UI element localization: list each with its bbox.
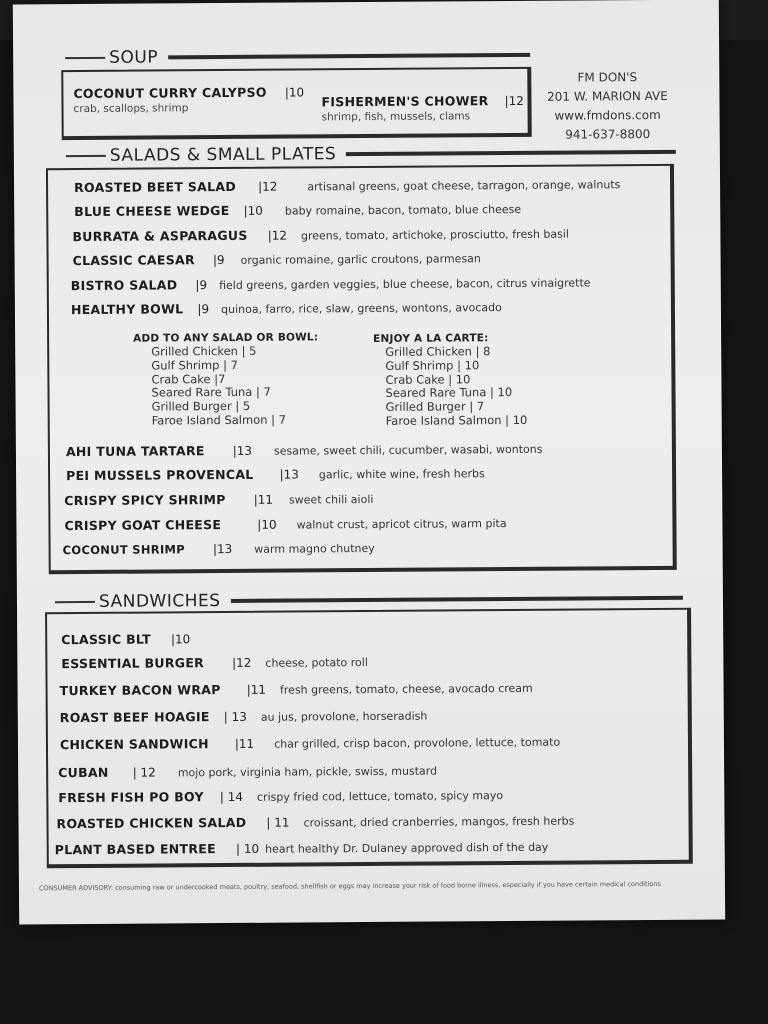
- item-price: |10: [257, 517, 277, 532]
- menu-item: [321, 93, 523, 109]
- heading-dash: [65, 57, 105, 59]
- menu-page: [13, 0, 725, 924]
- menu-item: [60, 708, 428, 726]
- menu-item: [61, 654, 368, 671]
- item-name: TURKEY BACON WRAP: [59, 682, 221, 699]
- a-la-carte-title: ENJOY A LA CARTE:: [373, 332, 489, 345]
- item-price: | 11: [266, 815, 290, 830]
- item-price: |9: [212, 253, 225, 268]
- list-item: Gulf Shrimp | 7: [151, 357, 238, 373]
- menu-item: [61, 631, 190, 647]
- item-desc: greens, tomato, artichoke, prosciutto, fresh basil: [300, 227, 570, 243]
- item-desc: quinoa, farro, rice, slaw, greens, wontons, avocado: [221, 301, 502, 317]
- item-desc: baby romaine, bacon, tomato, blue cheese: [284, 202, 522, 218]
- item-name: COCONUT SHRIMP: [62, 542, 186, 558]
- item-price: |12: [232, 655, 252, 670]
- heading-dash: [66, 155, 106, 157]
- item-name: PEI MUSSELS PROVENCAL: [66, 466, 254, 484]
- item-desc: fresh greens, tomato, cheese, avocado cream: [279, 681, 533, 697]
- item-price: |12: [257, 179, 278, 194]
- menu-item: [73, 250, 481, 268]
- menu-item: [58, 763, 437, 781]
- item-price: |13: [212, 541, 233, 557]
- item-desc: field greens, garden veggies, blue cheese, bacon, citrus vinaigrette: [219, 276, 591, 293]
- restaurant-phone: 941-637-8800: [565, 127, 651, 142]
- menu-item: [64, 515, 506, 533]
- salads-heading: [66, 142, 677, 166]
- a-la-carte-list: [385, 345, 527, 429]
- item-name: CRISPY SPICY SHRIMP: [64, 492, 226, 509]
- item-name: PLANT BASED ENTREE: [54, 841, 216, 858]
- list-item: Crab Cake |7: [151, 371, 226, 387]
- item-desc: crab, scallops, shrimp: [73, 102, 189, 116]
- item-name: FRESH FISH PO BOY: [58, 789, 204, 806]
- soup-heading: [65, 45, 530, 68]
- item-desc: char grilled, crisp bacon, provolone, lettuce, tomato: [274, 735, 561, 751]
- item-name: FISHERMEN'S CHOWER: [321, 93, 489, 110]
- item-name: BISTRO SALAD: [70, 277, 178, 294]
- list-item: Grilled Chicken | 5: [151, 343, 257, 359]
- item-desc: heart healthy Dr. Dulaney approved dish of the day: [265, 840, 549, 856]
- item-price: |11: [253, 492, 274, 507]
- restaurant-website: www.fmdons.com: [554, 107, 661, 123]
- item-desc: sesame, sweet chili, cucumber, wasabi, wontons: [273, 442, 543, 458]
- item-name: CHICKEN SANDWICH: [59, 736, 209, 753]
- item-name: AHI TUNA TARTARE: [65, 443, 205, 460]
- item-desc: artisanal greens, goat cheese, tarragon, orange, walnuts: [307, 178, 621, 194]
- item-price: |9: [197, 302, 210, 317]
- item-desc: garlic, white wine, fresh herbs: [318, 467, 485, 482]
- item-price: |13: [232, 443, 253, 458]
- menu-item: [58, 787, 503, 805]
- item-price: |12: [267, 228, 288, 243]
- menu-item: [74, 201, 521, 219]
- item-price: |9: [195, 278, 208, 293]
- list-item: Grilled Chicken | 8: [385, 344, 491, 359]
- item-name: CUBAN: [58, 764, 109, 781]
- restaurant-address: 201 W. MARION AVE: [547, 88, 668, 104]
- item-desc: shrimp, fish, mussels, clams: [321, 110, 471, 124]
- consumer-advisory: CONSUMER ADVISORY: consuming raw or undercooked meats, poultry, seafood, shellfish or eggs may increase your risk of food borne illness, especially if you have certain medical conditions: [38, 879, 661, 893]
- item-name: CLASSIC BLT: [61, 631, 151, 648]
- item-price: |12: [504, 93, 524, 109]
- item-price: |13: [279, 467, 299, 482]
- menu-item: [64, 491, 373, 508]
- item-desc: cheese, potato roll: [265, 656, 368, 670]
- list-item: Grilled Burger | 5: [151, 399, 251, 414]
- soup-heading-text: SOUP: [109, 47, 159, 68]
- menu-item: [71, 299, 502, 317]
- item-desc: organic romaine, garlic croutons, parmesan: [240, 252, 481, 267]
- menu-item: [73, 84, 304, 101]
- restaurant-contact: [537, 68, 678, 145]
- item-desc: sweet chili aioli: [288, 492, 374, 507]
- item-price: |10: [170, 632, 191, 647]
- menu-item: [63, 541, 375, 557]
- heading-rule: [346, 150, 676, 156]
- item-name: ROAST BEEF HOAGIE: [59, 709, 210, 726]
- item-desc: warm magno chutney: [254, 541, 375, 556]
- add-on-title: ADD TO ANY SALAD OR BOWL:: [133, 331, 319, 345]
- list-item: Crab Cake | 10: [385, 371, 471, 387]
- item-desc: mojo pork, virginia ham, pickle, swiss, mustard: [177, 764, 438, 780]
- item-price: | 14: [219, 789, 244, 805]
- sandwiches-heading-text: SANDWICHES: [98, 591, 221, 612]
- item-desc: au jus, provolone, horseradish: [260, 709, 428, 724]
- item-price: | 13: [223, 709, 247, 725]
- item-name: BLUE CHEESE WEDGE: [74, 202, 230, 220]
- item-price: | 10: [235, 841, 260, 856]
- item-name: CLASSIC CAESAR: [72, 252, 195, 269]
- heading-rule: [231, 596, 683, 603]
- item-price: |10: [243, 203, 263, 218]
- item-name: ESSENTIAL BURGER: [61, 655, 205, 672]
- item-name: ROASTED BEET SALAD: [74, 178, 237, 196]
- salads-heading-text: SALADS & SMALL PLATES: [109, 144, 337, 166]
- menu-item: [66, 465, 485, 483]
- heading-rule: [168, 53, 530, 60]
- item-name: ROASTED CHICKEN SALAD: [56, 814, 247, 832]
- restaurant-name: FM DON'S: [577, 70, 638, 85]
- item-name: HEALTHY BOWL: [70, 301, 184, 318]
- list-item: Faroe Island Salmon | 10: [385, 412, 528, 428]
- item-price: |11: [234, 736, 255, 751]
- item-price: | 12: [132, 765, 156, 780]
- list-item: Seared Rare Tuna | 7: [151, 385, 271, 400]
- item-desc: crispy fried cod, lettuce, tomato, spicy mayo: [256, 789, 504, 804]
- item-name: BURRATA & ASPARAGUS: [72, 227, 248, 245]
- item-price: |10: [284, 85, 305, 100]
- item-price: |11: [246, 682, 267, 697]
- item-name: COCONUT CURRY CALYPSO: [73, 84, 267, 102]
- list-item: Grilled Burger | 7: [385, 399, 485, 415]
- list-item: Seared Rare Tuna | 10: [385, 385, 513, 401]
- list-item: Gulf Shrimp | 10: [385, 358, 480, 373]
- item-desc: croissant, dried cranberries, mangos, fresh herbs: [303, 814, 575, 830]
- add-on-list: [151, 345, 286, 429]
- heading-dash: [55, 601, 95, 603]
- item-name: CRISPY GOAT CHEESE: [64, 517, 222, 534]
- list-item: Faroe Island Salmon | 7: [151, 412, 287, 428]
- item-desc: walnut crust, apricot citrus, warm pita: [296, 517, 507, 532]
- salads-box: [46, 164, 677, 574]
